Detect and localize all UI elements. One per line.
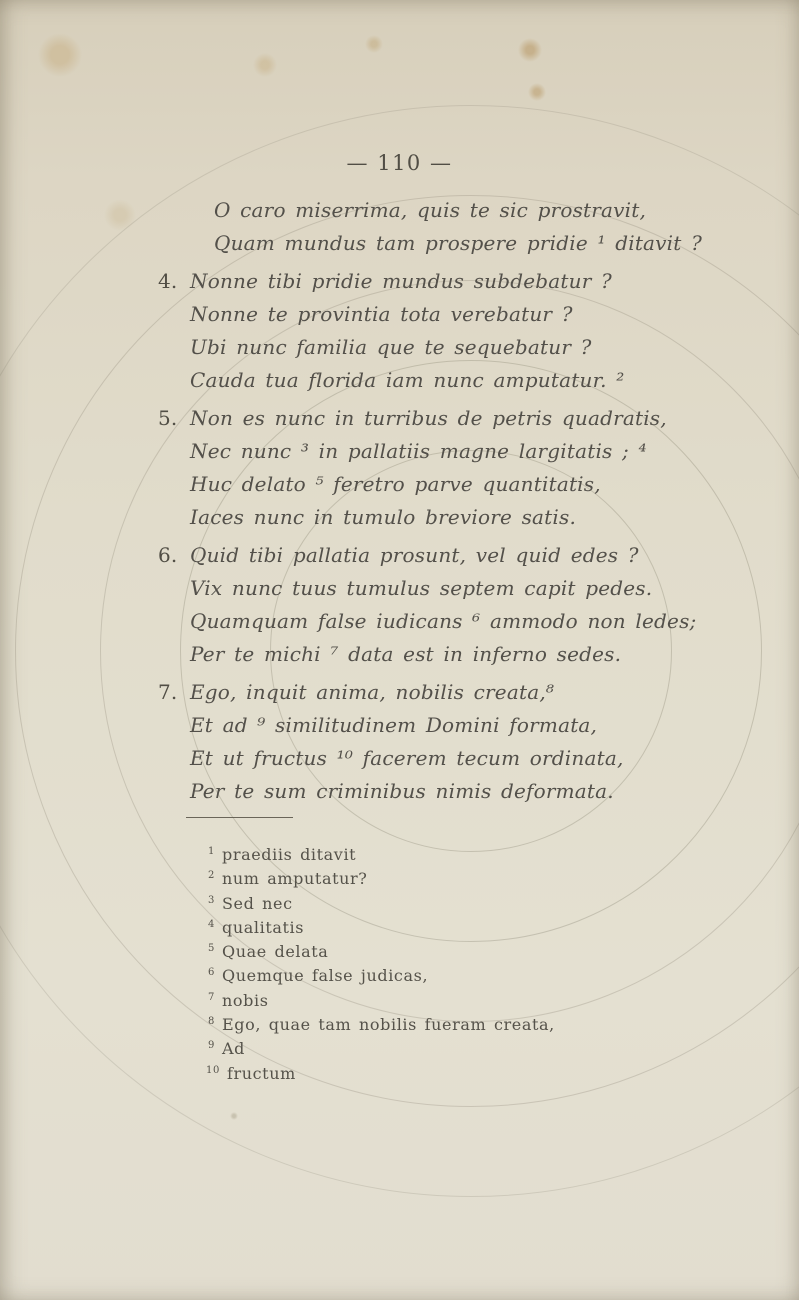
poem-line: Et ad ⁹ similitudinem Domini formata, — [190, 713, 598, 737]
poem-line: Quam mundus tam prospere pridie ¹ ditavit ? — [214, 231, 702, 255]
poem-line: Nonne tibi pridie mundus subdebatur ? — [190, 269, 612, 293]
poem-line: Quamquam false iudicans ⁶ ammodo non ledes; — [190, 609, 697, 633]
footnote-marker: 1 — [208, 846, 215, 857]
poem-line: Per te sum criminibus nimis deformata. — [190, 779, 614, 803]
poem-line: Per te michi ⁷ data est in inferno sedes. — [190, 642, 622, 666]
poem-line: Vix nunc tuus tumulus septem capit pedes. — [190, 576, 653, 600]
page-number: — 110 — — [346, 151, 453, 175]
footnote-text: qualitatis — [222, 917, 305, 937]
poem-body — [158, 194, 790, 808]
poem-line: Cauda tua florida iam nunc amputatur. ² — [190, 368, 625, 392]
footnote-marker: 4 — [208, 918, 215, 930]
poem-line: O caro miserrima, quis te sic prostravit, — [214, 198, 647, 222]
footnote-item — [206, 962, 555, 986]
footnote-marker: 2 — [208, 870, 215, 882]
stanza-number: 5. — [158, 406, 178, 430]
footnote-marker: 9 — [208, 1040, 215, 1052]
footnote-item — [206, 1035, 555, 1059]
poem-line: Et ut fructus ¹⁰ facerem tecum ordinata, — [190, 746, 624, 770]
stanza-6 — [158, 539, 790, 671]
poem-line: Iaces nunc in tumulo breviore satis. — [190, 505, 577, 529]
footnote-text: num amputatur? — [222, 869, 368, 889]
poem-line: Ego, inquit anima, nobilis creata,⁸ — [190, 680, 555, 704]
footnote-marker: 5 — [208, 943, 215, 955]
footnote-item — [206, 914, 555, 938]
stanza-5 — [158, 402, 790, 534]
footnote-item — [206, 1011, 555, 1035]
footnote-text: fructum — [226, 1063, 296, 1083]
footnote-item — [206, 841, 555, 865]
stanza-continuation — [214, 194, 790, 260]
footnote-item — [206, 890, 555, 914]
footnote-item — [206, 987, 555, 1011]
stanza-number: 7. — [158, 680, 178, 704]
footnotes — [206, 841, 555, 1084]
stanza-number: 6. — [158, 543, 178, 567]
footnote-text: Sed nec — [222, 893, 293, 913]
footnote-marker: 7 — [208, 991, 215, 1003]
footnote-marker: 6 — [208, 967, 215, 979]
poem-line: Huc delato ⁵ feretro parve quantitatis, — [190, 472, 601, 496]
poem-line: Nec nunc ³ in pallatiis magne largitatis ; ⁴ — [190, 439, 647, 463]
stanza-4 — [158, 265, 790, 397]
footnote-item — [206, 1060, 555, 1084]
footnote-item — [206, 865, 555, 889]
poem-line: Quid tibi pallatia prosunt, vel quid edes ? — [190, 543, 639, 567]
footnote-text: Quemque false judicas, — [222, 966, 429, 986]
poem-line: Nonne te provintia tota verebatur ? — [190, 302, 573, 326]
footnote-item — [206, 938, 555, 962]
footnote-separator — [186, 817, 293, 818]
footnote-marker: 3 — [208, 894, 215, 906]
footnote-text: nobis — [222, 990, 269, 1010]
poem-line: Ubi nunc familia que te sequebatur ? — [190, 335, 592, 359]
footnote-marker: 10 — [206, 1064, 220, 1076]
footnote-marker: 8 — [208, 1016, 215, 1028]
footnote-text: Ego, quae tam nobilis fueram creata, — [222, 1015, 555, 1035]
poem-line: Non es nunc in turribus de petris quadratis, — [190, 406, 667, 430]
footnote-text: Quae delata — [222, 942, 329, 962]
stanza-number: 4. — [158, 269, 178, 293]
footnote-text: praediis ditavit — [222, 845, 357, 864]
stanza-7 — [158, 676, 790, 808]
footnote-text: Ad — [222, 1039, 245, 1059]
